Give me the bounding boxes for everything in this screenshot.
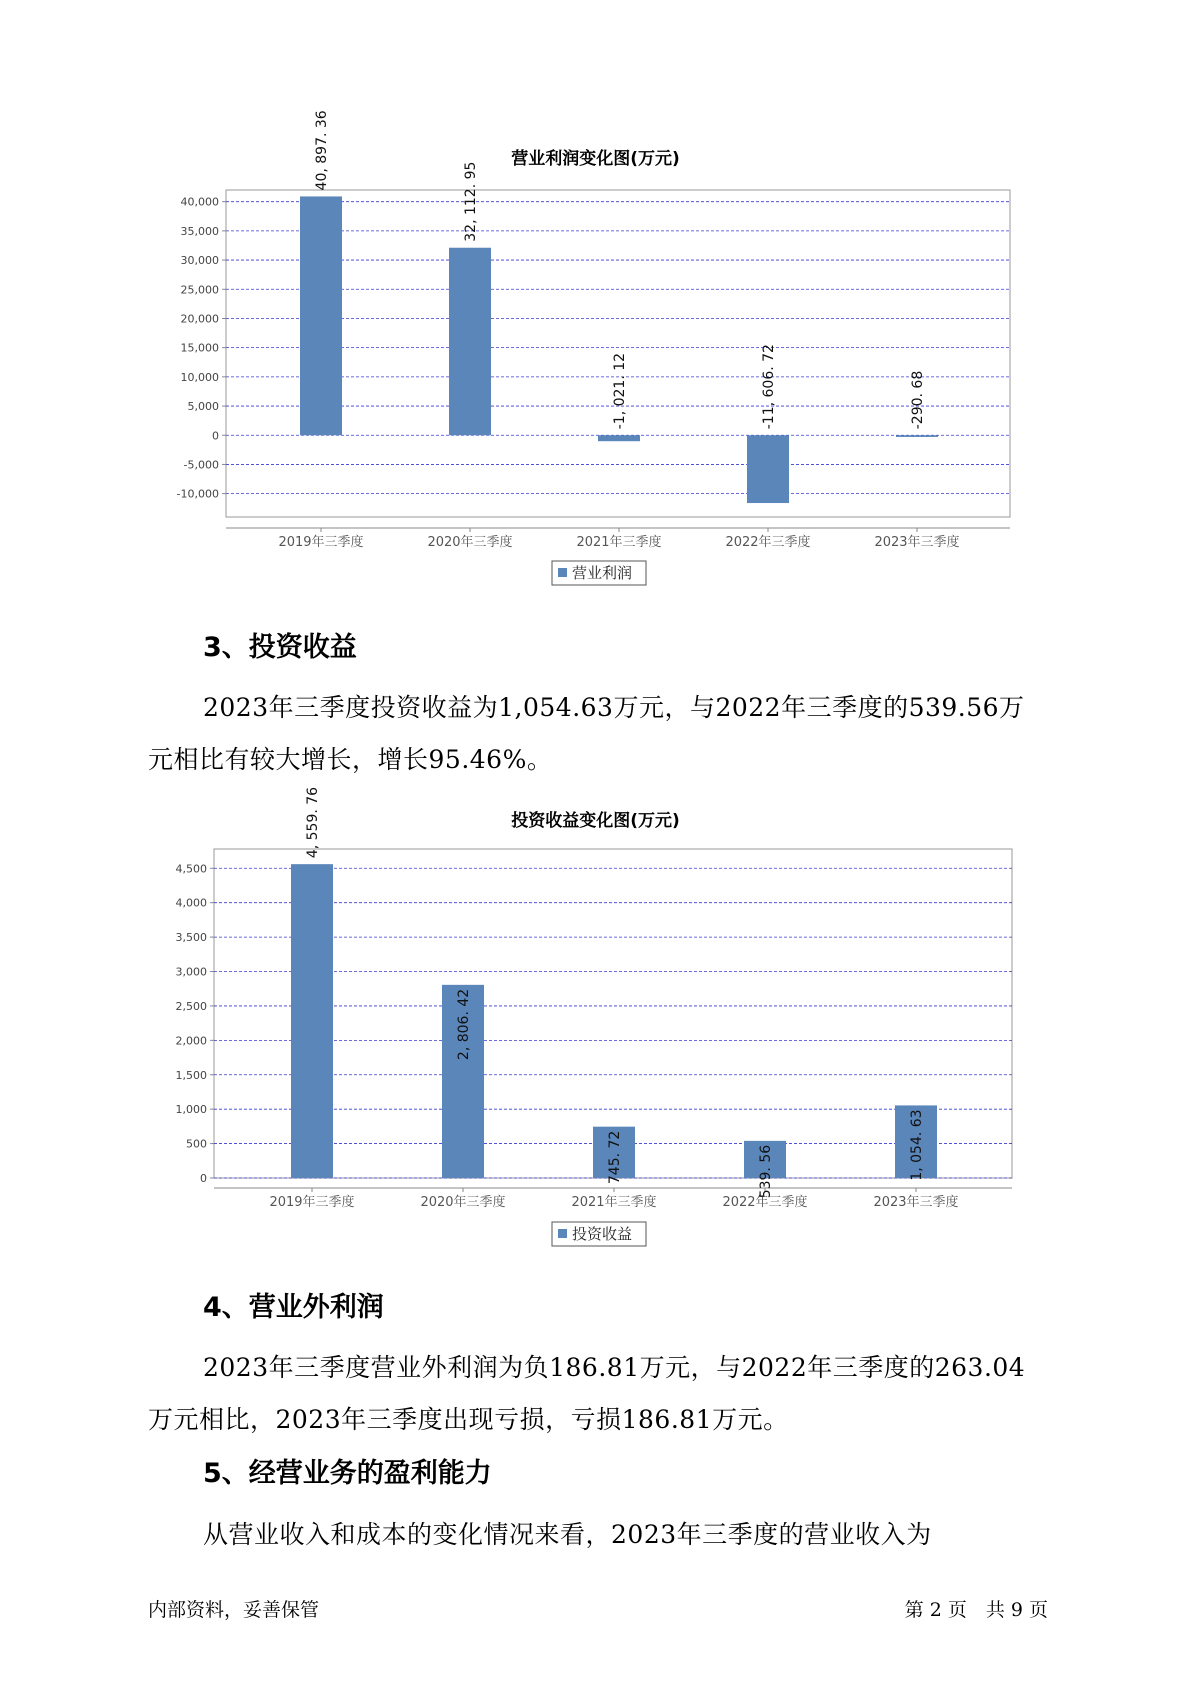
x-tick-label: 2022年三季度 [725, 535, 811, 550]
footer-page-number: 第 2 页 共 9 页 [904, 1599, 1048, 1621]
y-tick-label: 5,000 [187, 400, 219, 414]
y-tick-label: -5,000 [183, 458, 219, 472]
footer-confidential-note: 内部资料，妥善保管 [148, 1599, 320, 1621]
y-tick-label: 500 [186, 1137, 207, 1151]
data-label: 40, 897. 36 [314, 110, 330, 191]
legend-swatch [558, 1229, 567, 1238]
y-tick-label: 25,000 [180, 283, 219, 297]
data-label: -290. 68 [910, 370, 926, 430]
data-label: 539. 56 [758, 1144, 774, 1199]
x-tick-label: 2019年三季度 [269, 1195, 355, 1210]
legend-label: 投资收益 [572, 1225, 633, 1243]
x-tick-label: 2023年三季度 [873, 1195, 959, 1210]
x-tick-label: 2021年三季度 [576, 535, 662, 550]
y-tick-label: 10,000 [180, 370, 219, 384]
data-label: -1, 021. 12 [612, 352, 628, 430]
y-tick-label: 1,500 [175, 1068, 207, 1082]
legend-label: 营业利润 [572, 564, 633, 582]
data-label: -11, 606. 72 [761, 344, 777, 430]
section-5-paragraph-line-1: 从营业收入和成本的变化情况来看，2023年三季度的营业收入为 [203, 1520, 932, 1549]
x-tick-label: 2023年三季度 [874, 535, 960, 550]
x-tick-label: 2020年三季度 [420, 1195, 506, 1210]
y-tick-label: 3,000 [175, 965, 207, 979]
section-3-paragraph-line-1: 2023年三季度投资收益为1,054.63万元，与2022年三季度的539.56万 [203, 693, 1025, 722]
section-5-heading: 5、经营业务的盈利能力 [203, 1458, 492, 1489]
y-tick-label: 0 [200, 1172, 207, 1185]
x-tick-label: 2021年三季度 [571, 1195, 657, 1210]
chart-legend [552, 1222, 646, 1246]
data-label: 2, 806. 42 [456, 988, 472, 1061]
y-tick-label: 40,000 [180, 195, 219, 209]
y-tick-label: 3,500 [175, 931, 207, 945]
data-label: 32, 112. 95 [463, 161, 479, 242]
chart2-title: 投资收益变化图(万元) [511, 811, 680, 831]
x-tick-label: 2020年三季度 [427, 535, 513, 550]
y-tick-label: -10,000 [176, 487, 219, 501]
y-tick-label: 0 [212, 429, 219, 443]
y-tick-label: 4,500 [175, 862, 207, 876]
section-3-paragraph-line-2: 元相比有较大增长，增长95.46%。 [148, 745, 553, 774]
section-4-paragraph-line-2: 万元相比，2023年三季度出现亏损，亏损186.81万元。 [148, 1405, 789, 1434]
data-label: 4, 559. 76 [305, 786, 321, 859]
chart1-title: 营业利润变化图(万元) [511, 149, 680, 169]
data-label: 745. 72 [607, 1130, 623, 1185]
section-4-paragraph-line-1: 2023年三季度营业外利润为负186.81万元，与2022年三季度的263.04 [203, 1353, 1026, 1382]
bar [291, 864, 333, 1178]
x-tick-label: 2019年三季度 [278, 535, 364, 550]
data-label: 1, 054. 63 [909, 1109, 925, 1181]
y-tick-label: 35,000 [180, 224, 219, 238]
section-3-heading: 3、投资收益 [203, 632, 357, 663]
y-tick-label: 4,000 [175, 896, 207, 910]
section-4-heading: 4、营业外利润 [203, 1292, 384, 1323]
y-tick-label: 2,000 [175, 1034, 207, 1048]
y-tick-label: 15,000 [180, 341, 219, 355]
y-tick-label: 2,500 [175, 999, 207, 1013]
y-tick-label: 30,000 [180, 254, 219, 268]
y-tick-label: 1,000 [175, 1103, 207, 1117]
x-tick-label: 2022年三季度 [722, 1195, 808, 1210]
y-tick-label: 20,000 [180, 312, 219, 326]
